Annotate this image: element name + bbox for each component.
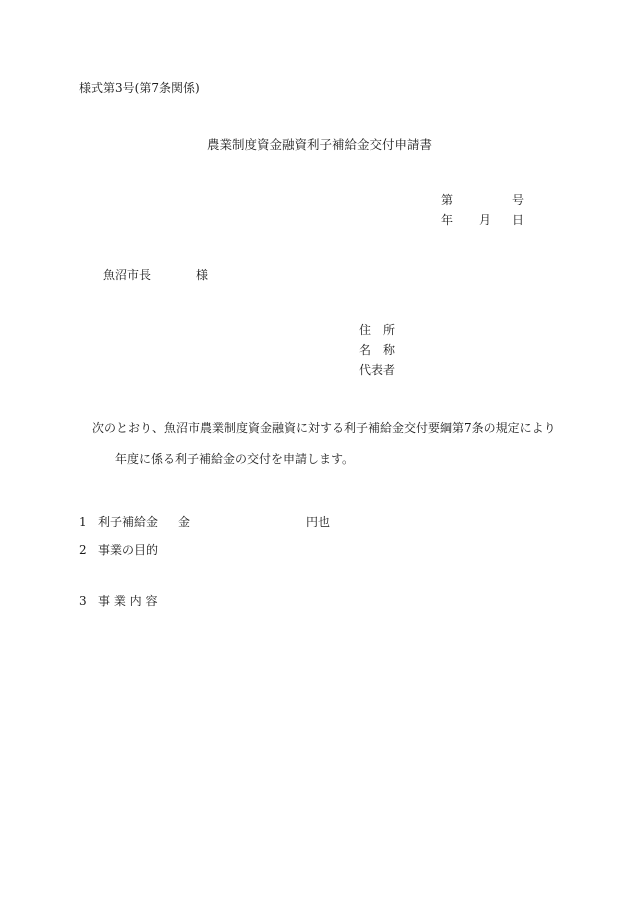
doc-number-suffix: 号 bbox=[512, 193, 525, 207]
item-number: 2 bbox=[79, 543, 87, 557]
item-number: 3 bbox=[79, 594, 87, 608]
document-title: 農業制度資金融資利子補給金交付申請書 bbox=[207, 137, 433, 152]
item-label-content: 事 業 内 容 bbox=[98, 594, 158, 608]
applicant-name-label: 名 称 bbox=[359, 343, 396, 357]
item-label-purpose: 事業の目的 bbox=[98, 543, 159, 557]
amount-prefix: 金 bbox=[178, 515, 191, 529]
applicant-address-label: 住 所 bbox=[359, 323, 396, 337]
date-month-label: 月 bbox=[479, 213, 492, 227]
amount-suffix: 円也 bbox=[306, 515, 331, 529]
date-day-label: 日 bbox=[512, 213, 525, 227]
doc-number-prefix: 第 bbox=[441, 193, 454, 207]
date-year-label: 年 bbox=[441, 213, 454, 227]
body-text-line-2: 年度に係る利子補給金の交付を申請します。 bbox=[115, 452, 355, 466]
addressee-name: 魚沼市長 bbox=[103, 268, 152, 282]
addressee-honorific: 様 bbox=[196, 268, 209, 282]
item-label-subsidy: 利子補給金 bbox=[98, 515, 159, 529]
body-text-line-1: 次のとおり、魚沼市農業制度資金融資に対する利子補給金交付要綱第7条の規定により bbox=[92, 421, 556, 435]
item-number: 1 bbox=[79, 515, 87, 529]
applicant-representative-label: 代表者 bbox=[359, 363, 396, 377]
form-number: 様式第3号(第7条関係) bbox=[79, 81, 200, 95]
